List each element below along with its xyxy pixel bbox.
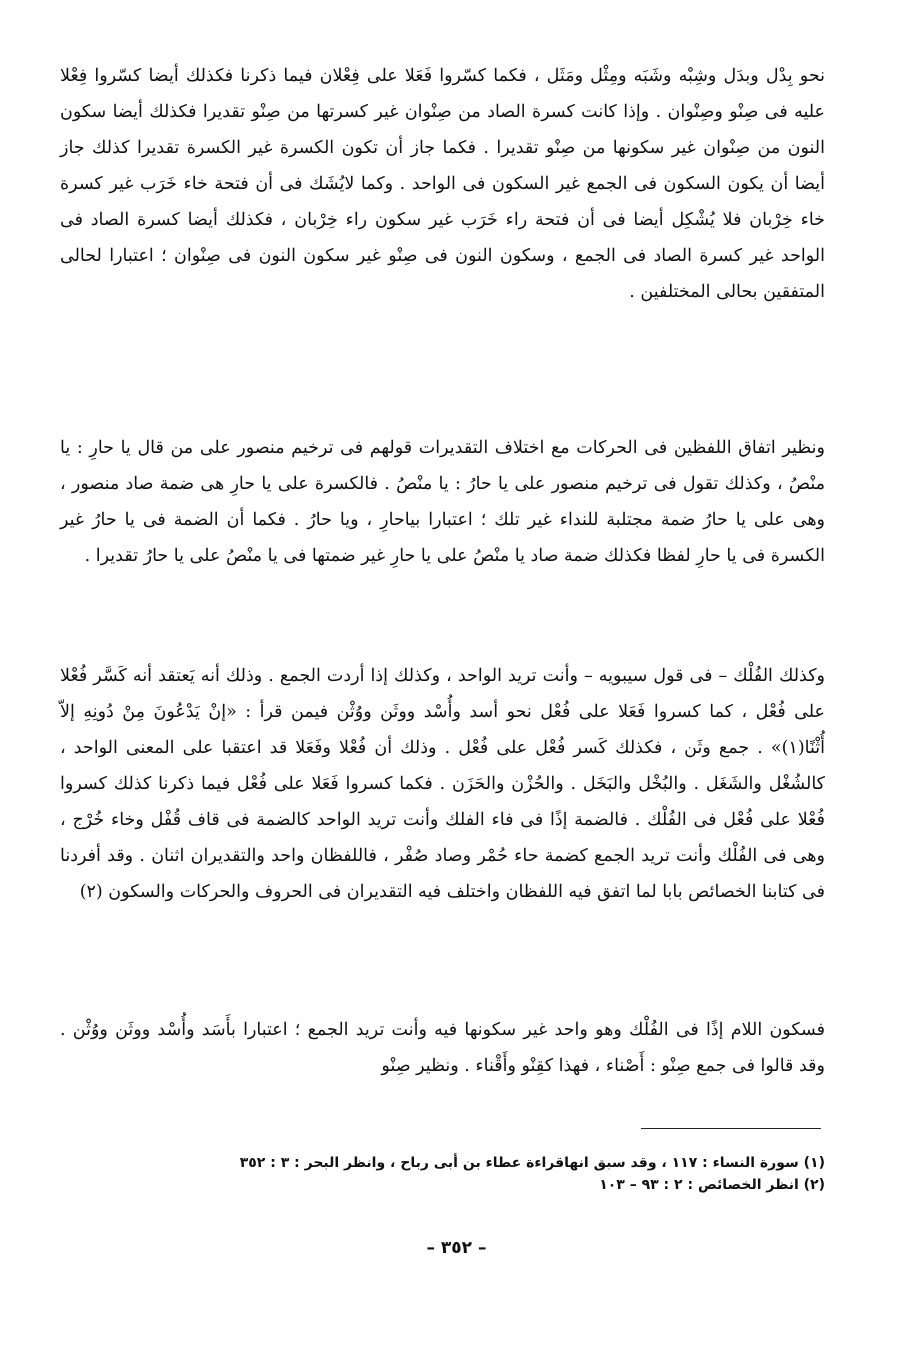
paragraph-3: وكذلك الفُلْك – فى قول سيبويه – وأنت تريد الواحد ، وكذلك إذا أردت الجمع . وذلك أنه يَعتقد أنه كَسَّر فُعْلا على فُعْل ، كما كسروا فَعَلا على فُعْل نحو أسد وأُسْد ووثَن ووُثْن فيمن قرأ : «إنْ يَدْعُونَ مِنْ دُونِهِ إلاّ أُثْنًا(١)» . جمع وثَن ، فكذلك كَسر فُعْل على فُعْل . وذلك أن فُعْلا وفَعَلا قد اعتقبا على المعنى الواحد ، كالشُغْل والشَغَل . والبُخْل والبَخَل . والحُزْن والحَزَن . فكما كسروا فَعَلا على فُعْل فيما ذكرنا كذلك كسروا فُعْلا على فُعْل فى الفُلْك . فالضمة إذًا فى فاء الفلك وأنت تريد الواحد كالضمة فى قاف قُفْل وخاء خُرْج ، وهى فى الفُلْك وأنت تريد الجمع كضمة حاء حُمْر وصاد صُفْر ، فاللفظان واحد والتقديران اثنان . وقد أفردنا فى كتابنا الخصائص بابا لما اتفق فيه اللفظان واختلف فيه التقديران فى الحروف والحركات والسكون (٢) <box>60 666 825 902</box>
paragraph-2: ونظير اتفاق اللفظين فى الحركات مع اختلاف التقديرات قولهم فى ترخيم منصور على من قال يا حارِ : يا منْصُ ، وكذلك تقول فى ترخيم منصور على يا حارُ : يا منْصُ . فالكسرة على يا حارِ هى ضمة صاد منصور ، وهى على يا حارُ ضمة مجتلبة للنداء غير تلك ؛ اعتبارا بياحارِ ، ويا حارُ . فكما أن الضمة فى يا حارُ غير الكسرة فى يا حارِ لفظا فكذلك ضمة صاد يا منْصُ على يا حارِ غير ضمتها فى يا منْصُ على يا حارُ تقديرا . <box>60 438 825 566</box>
footnotes <box>60 1152 825 1196</box>
page-number: – ٣٥٢ – <box>426 1238 487 1258</box>
footnote-separator <box>641 1128 821 1129</box>
footnote-2: (٢) انظر الخصائص : ٢ : ٩٣ – ١٠٣ <box>599 1177 825 1193</box>
footnote-1: (١) سورة النساء : ١١٧ ، وقد سبق انهاقراءة عطاء بن أبى رباح ، وانظر البحر : ٣ : ٣٥٢ <box>239 1155 825 1171</box>
paragraph-1: نحو بِدْل وبدَل وشِبْه وشَبَه ومِثْل ومَثَل ، فكما كسّروا فَعَلا على فِعْلان فيما ذكرنا فكذلك أيضا كسّروا فِعْلا عليه فى صِنْو وصِنْوان . وإذا كانت كسرة الصاد من صِنْوان غير كسرتها من صِنْو تقديرا فكذلك أيضا سكون النون من صِنْوان غير سكونها من صِنْو تقديرا . فكما جاز أن تكون الكسرة غير الكسرة تقديرا كذلك جاز أيضا أن يكون السكون فى الجمع غير السكون فى الواحد . وكما لايُشَك فى أن فتحة خاء خَرَب غير كسرة خاء خِرْبان فلا يُشْكِل أيضا فى أن فتحة راء خَرَب غير سكون راء خِرْبان ، فكذلك أيضا كسرة الصاد فى الواحد غير كسرة الصاد فى الجمع ، وسكون النون فى صِنْو غير سكون النون فى صِنْوان ؛ اعتبارا لحالى المتفقين بحالى المختلفين . <box>60 66 825 302</box>
paragraph-4: فسكون اللام إذًا فى الفُلْك وهو واحد غير سكونها فيه وأنت تريد الجمع ؛ اعتبارا بأَسَد وأُسْد ووثَن ووُثْن . وقد قالوا فى جمع صِنْو : أَصْناء ، فهذا كقِنْو وأَقْناء . ونظير صِنْو <box>60 1020 825 1076</box>
